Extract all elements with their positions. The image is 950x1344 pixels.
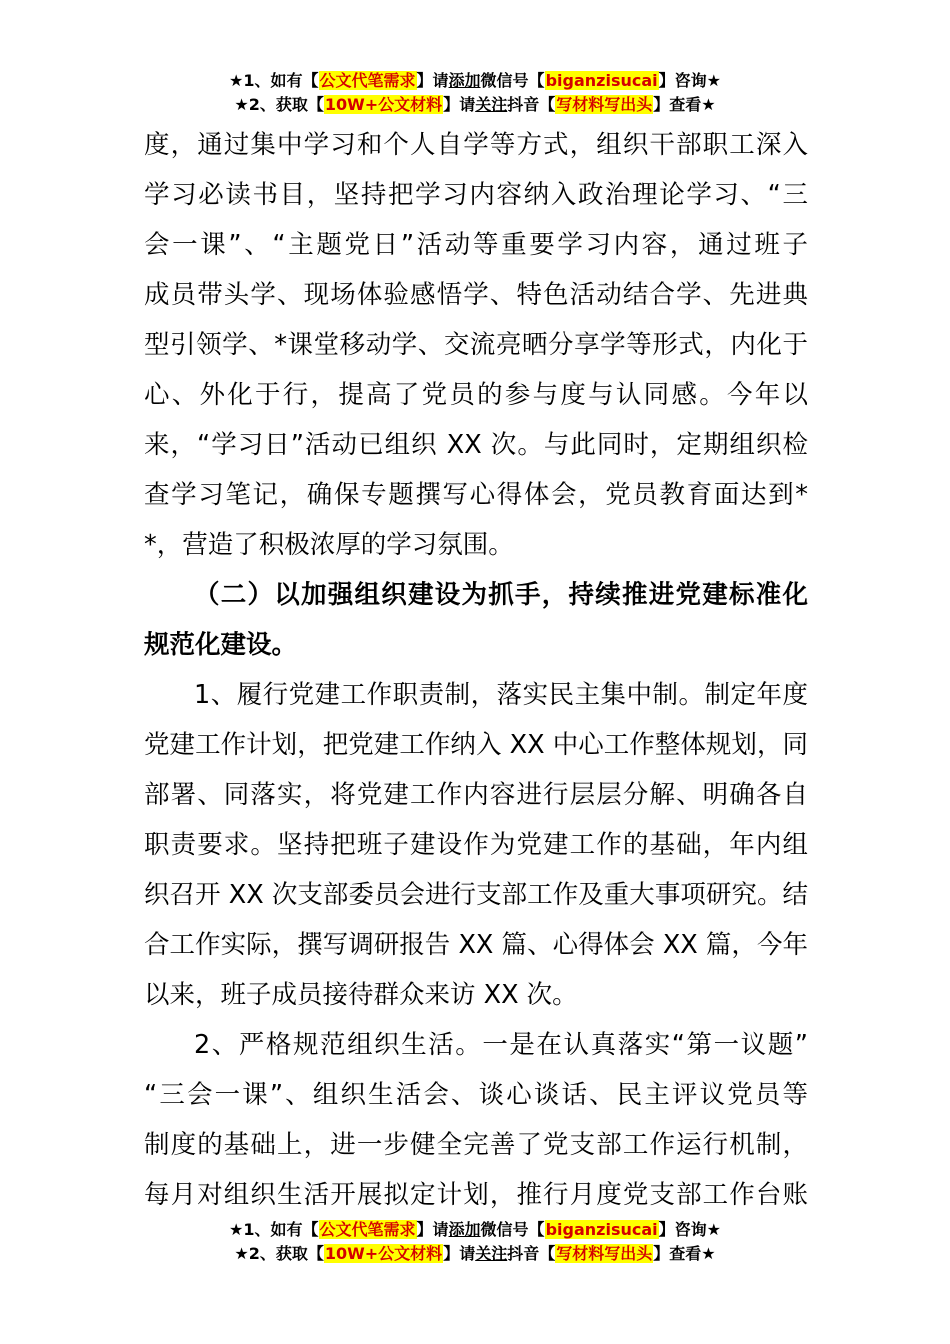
text-line: 学习必读书目，坚持把学习内容纳入政治理论学习、“三 — [144, 180, 808, 210]
notice-line-1: ★1、如有【公文代笔需求】请添加微信号【biganzisucai】咨询★ — [229, 71, 721, 90]
highlight-text: 公文代笔需求 — [319, 1220, 416, 1239]
text-line: 来，“学习日”活动已组织 XX 次。与此同时，定期组织检 — [144, 430, 808, 460]
text-line: 查学习笔记，确保专题撰写心得体会，党员教育面达到* — [144, 480, 808, 510]
douyin-account: 写材料写出头 — [556, 95, 653, 114]
text-line: 2、严格规范组织生活。一是在认真落实“第一议题” — [194, 1030, 808, 1060]
text-line: 成员带头学、现场体验感悟学、特色活动结合学、先进典 — [144, 280, 808, 310]
section-heading: （二）以加强组织建设为抓手，持续推进党建标准化 — [194, 580, 808, 610]
wechat-id: biganzisucai — [545, 71, 658, 90]
text-line: 织召开 XX 次支部委员会进行支部工作及重大事项研究。结 — [144, 880, 808, 910]
section-heading: 规范化建设。 — [144, 630, 298, 660]
text-line: 心、外化于行，提高了党员的参与度与认同感。今年以 — [144, 380, 808, 410]
douyin-account: 写材料写出头 — [556, 1244, 653, 1263]
notice-line-2: ★2、获取【10W+公文材料】请关注抖音【写材料写出头】查看★ — [234, 95, 716, 114]
notice-line-1: ★1、如有【公文代笔需求】请添加微信号【biganzisucai】咨询★ — [229, 1220, 721, 1239]
text-line: 型引领学、*课堂移动学、交流亮晒分享学等形式，内化于 — [144, 330, 808, 360]
wechat-id: biganzisucai — [545, 1220, 658, 1239]
text-line: 党建工作计划，把党建工作纳入 XX 中心工作整体规划，同 — [144, 730, 808, 760]
highlight-text: 公文代笔需求 — [319, 71, 416, 90]
text-line: 制度的基础上，进一步健全完善了党支部工作运行机制， — [144, 1130, 808, 1160]
header-notice — [0, 69, 950, 117]
text-line: 会一课”、“主题党日”活动等重要学习内容，通过班子 — [144, 230, 808, 260]
text-line: 度，通过集中学习和个人自学等方式，组织干部职工深入 — [144, 130, 808, 160]
highlight-text: 10W+公文材料 — [324, 95, 443, 114]
text-line: “三会一课”、组织生活会、谈心谈话、民主评议党员等 — [144, 1080, 808, 1110]
text-line: 每月对组织生活开展拟定计划，推行月度党支部工作台账 — [144, 1180, 808, 1210]
text-line: 1、履行党建工作职责制，落实民主集中制。制定年度 — [194, 680, 808, 710]
document-body — [144, 120, 808, 1220]
notice-line-2: ★2、获取【10W+公文材料】请关注抖音【写材料写出头】查看★ — [234, 1244, 716, 1263]
text-line: 部署、同落实，将党建工作内容进行层层分解、明确各自 — [144, 780, 808, 810]
text-line: 职责要求。坚持把班子建设作为党建工作的基础，年内组 — [144, 830, 808, 860]
text-line: 以来，班子成员接待群众来访 XX 次。 — [144, 980, 578, 1010]
footer-notice — [0, 1218, 950, 1266]
highlight-text: 10W+公文材料 — [324, 1244, 443, 1263]
text-line: 合工作实际，撰写调研报告 XX 篇、心得体会 XX 篇，今年 — [144, 930, 808, 960]
text-line: *，营造了积极浓厚的学习氛围。 — [144, 530, 514, 560]
